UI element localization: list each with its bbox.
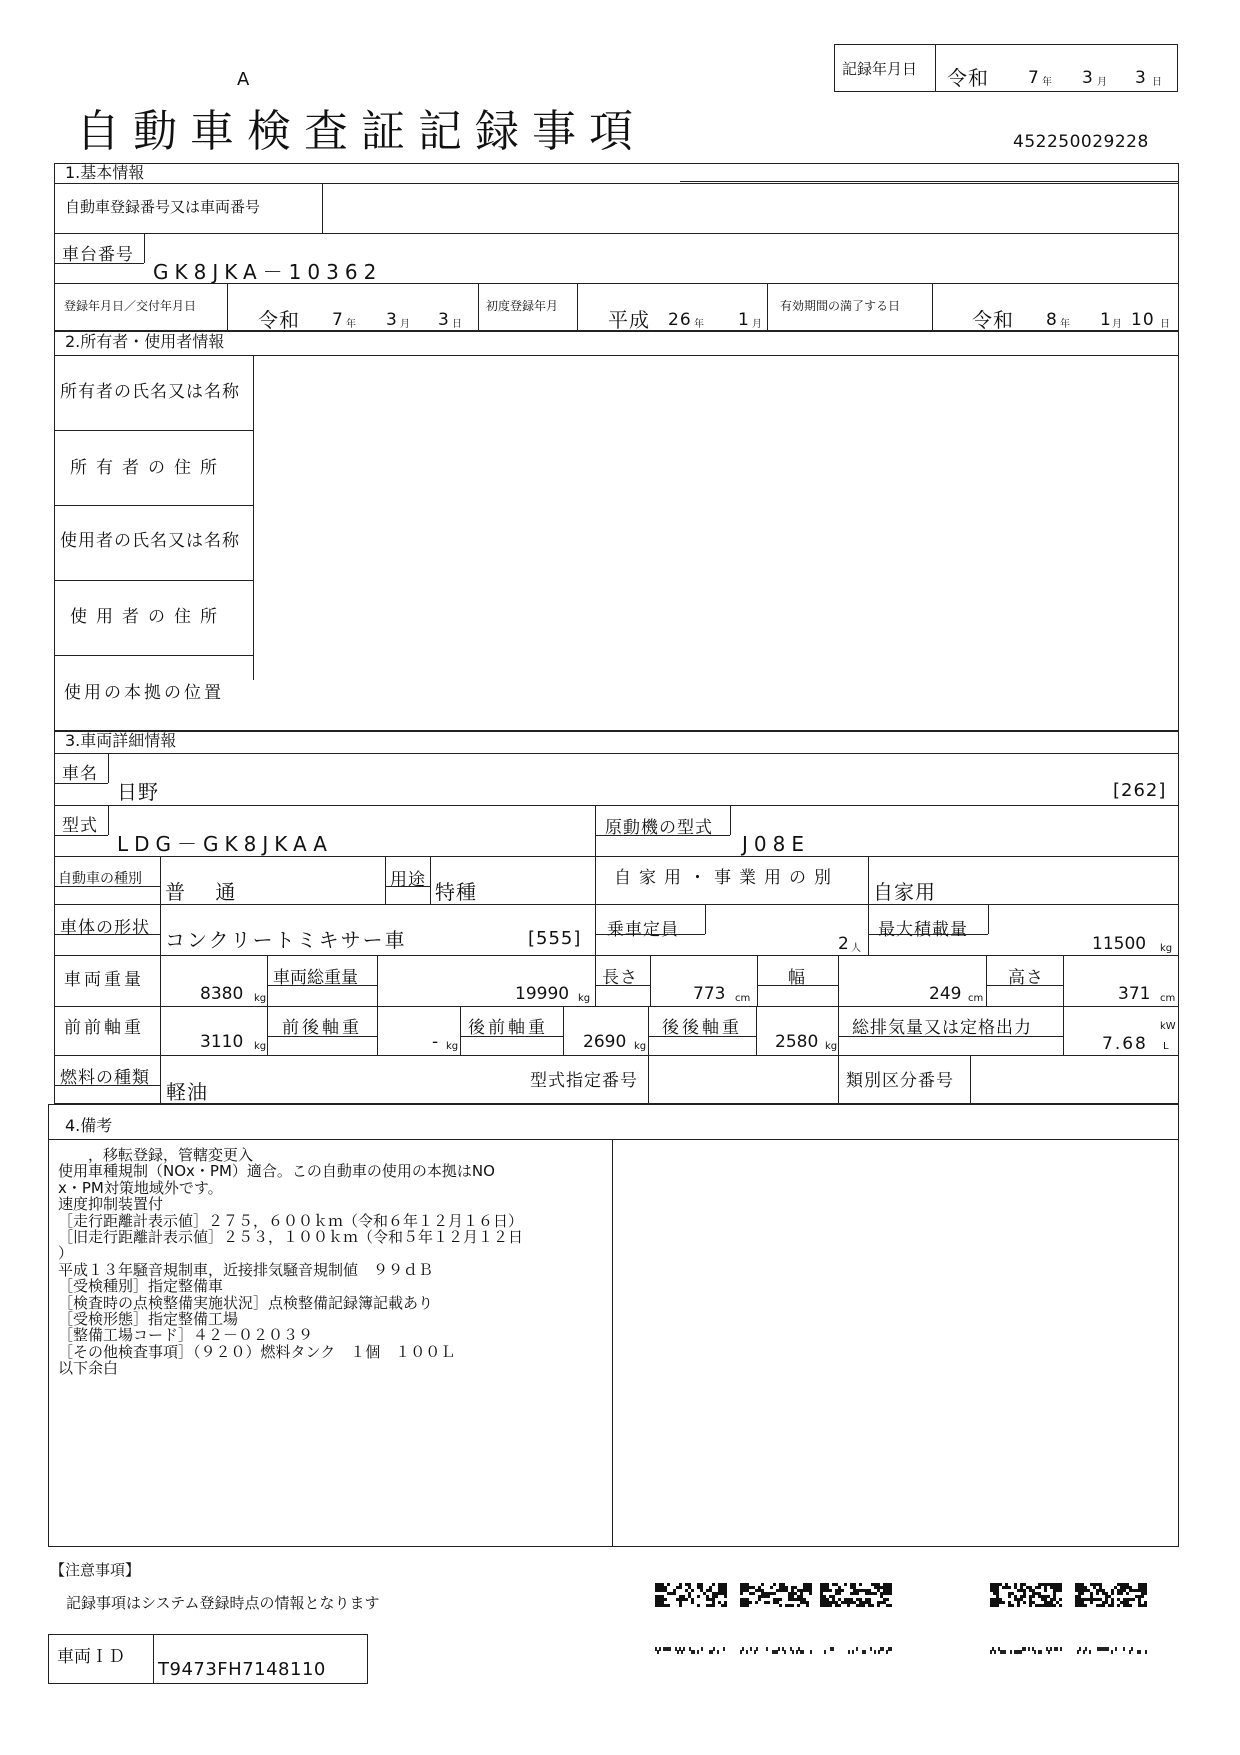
width-label: 幅 [788, 968, 806, 988]
type-cert-label: 型式指定番号 [530, 1071, 638, 1091]
qr-code-icon [1075, 1583, 1147, 1607]
height-label: 高さ [1008, 968, 1044, 988]
qr-code-icon [990, 1583, 1062, 1607]
qr-code-icon [655, 1583, 727, 1607]
owner-name-label: 所有者の氏名又は名称 [60, 382, 240, 402]
chassis-label: 車台番号 [62, 245, 134, 265]
engine-label: 原動機の型式 [605, 818, 713, 838]
max-load-value: 11500 [1092, 934, 1147, 954]
remarks-line: ，移転登録，管轄変更入 [58, 1146, 254, 1164]
remarks-line: 使用車種規制（NOx・PM）適合。この自動車の使用の本拠はNO [58, 1162, 495, 1181]
ff-axle-label: 前前軸重 [64, 1018, 144, 1038]
owner-addr-label: 所有者の住所 [70, 458, 226, 478]
engine-value: J08E [742, 832, 810, 856]
remarks-line: ［旧走行距離計表示値］２５３，１００ｋｍ（令和５年１２月１２日 [58, 1228, 524, 1247]
length-value: 773 [693, 984, 726, 1004]
length-label: 長さ [602, 968, 638, 988]
vehicle-name-value: 日野 [117, 780, 159, 804]
biz-label: 自家用・事業用の別 [614, 868, 839, 888]
barcode-strip-icon [740, 1647, 812, 1655]
document-number: 452250029228 [1013, 132, 1149, 152]
fuel-value: 軽油 [166, 1080, 208, 1104]
displacement-label: 総排気量又は定格出力 [852, 1018, 1032, 1038]
remarks-line: 以下余白 [58, 1359, 119, 1378]
qr-code-icon [740, 1583, 812, 1607]
body-code: [555] [528, 928, 582, 949]
use-label: 用途 [390, 870, 426, 890]
vehicle-name-label: 車名 [62, 764, 98, 784]
remarks-line: 平成１３年騒音規制車，近接排気騒音規制値 ９９ｄＢ [58, 1260, 434, 1279]
section-owner-title: 2.所有者・使用者情報 [65, 332, 225, 351]
issue-date-label: 登録年月日／交付年月日 [64, 299, 197, 313]
remarks-line: ［走行距離計表示値］２７５，６００ｋｍ（令和６年１２月１６日） [58, 1211, 524, 1230]
barcode-strip-icon [655, 1647, 727, 1655]
remarks-line: ［検査時の点検整備実施状況］点検整備記録簿記載あり [58, 1293, 434, 1312]
expiry-label: 有効期間の満了する日 [780, 299, 901, 313]
vehicle-id-label: 車両ＩＤ [57, 1647, 125, 1667]
remarks-list [58, 1147, 523, 1377]
remarks-line: ［受検種別］指定整備車 [58, 1277, 224, 1296]
model-value: LDG－GK8JKAA [117, 832, 333, 856]
fuel-label: 燃料の種類 [60, 1068, 150, 1088]
barcode-strip-icon [1075, 1647, 1147, 1655]
first-reg-label: 初度登録年月 [486, 299, 559, 313]
reg-number-label: 自動車登録番号又は車両番号 [65, 198, 261, 216]
barcode-strip-icon [820, 1647, 892, 1655]
remarks-line: ） [58, 1244, 74, 1263]
vehicle-id-value: T9473FH7148110 [158, 1659, 326, 1680]
base-location-label: 使用の本拠の位置 [64, 683, 224, 703]
notes-heading: 【注意事項】 [50, 1561, 141, 1579]
chassis-value: GK8JKA－10362 [153, 260, 383, 284]
height-value: 371 [1118, 984, 1151, 1004]
rf-axle-label: 後前軸重 [468, 1018, 548, 1038]
biz-value: 自家用 [873, 880, 936, 904]
remarks-line: ［整備工場コード］４２－０２０３９ [58, 1326, 314, 1345]
fr-axle-label: 前後軸重 [282, 1018, 362, 1038]
section-basic [54, 163, 1179, 331]
remarks-line: x・PM対策地域外です。 [58, 1178, 223, 1197]
section-remarks-title: 4.備考 [65, 1116, 113, 1135]
record-date-era: 令和 [947, 66, 989, 90]
rr-axle-label: 後後軸重 [662, 1018, 742, 1038]
kind-value: 普 通 [165, 880, 248, 904]
body-value: コンクリートミキサー車 [165, 928, 407, 952]
rf-axle-value: 2690 [583, 1032, 627, 1052]
page-title: 自動車検査証記録事項 [76, 106, 646, 157]
barcode-strip-icon [990, 1647, 1062, 1655]
use-value: 特種 [435, 880, 477, 904]
gross-weight-value: 19990 [515, 984, 570, 1004]
record-date-label: 記録年月日 [842, 60, 918, 78]
max-load-label: 最大積載量 [878, 920, 968, 940]
width-value: 249 [929, 984, 962, 1004]
rr-axle-value: 2580 [775, 1032, 819, 1052]
section-vehicle-title: 3.車両詳細情報 [65, 731, 177, 750]
remarks-line: ［その他検査事項］（９２０）燃料タンク １個 １００Ｌ [58, 1342, 456, 1361]
vehicle-name-code: [262] [1113, 780, 1167, 801]
weight-label: 車両重量 [64, 970, 144, 990]
capacity-label: 乗車定員 [607, 920, 679, 940]
body-label: 車体の形状 [60, 918, 150, 938]
model-label: 型式 [62, 816, 98, 836]
form-code: A [237, 69, 250, 90]
qr-code-icon [820, 1583, 892, 1607]
user-addr-label: 使用者の住所 [70, 607, 226, 627]
gross-weight-label: 車両総重量 [273, 968, 358, 988]
ff-axle-value: 3110 [200, 1032, 244, 1052]
notes-text: 記録事項はシステム登録時点の情報となります [66, 1594, 380, 1612]
remarks-line: 速度抑制装置付 [58, 1195, 164, 1214]
section-basic-title: 1.基本情報 [65, 163, 145, 182]
remarks-line: ［受検形態］指定整備工場 [58, 1310, 239, 1329]
kind-label: 自動車の種別 [58, 871, 142, 887]
weight-value: 8380 [200, 984, 244, 1004]
class-label: 類別区分番号 [846, 1071, 954, 1091]
capacity-value: 2 [838, 934, 850, 954]
displacement-value: 7.68 [1102, 1034, 1148, 1054]
user-name-label: 使用者の氏名又は名称 [60, 531, 240, 551]
fr-axle-value: - [432, 1032, 439, 1052]
